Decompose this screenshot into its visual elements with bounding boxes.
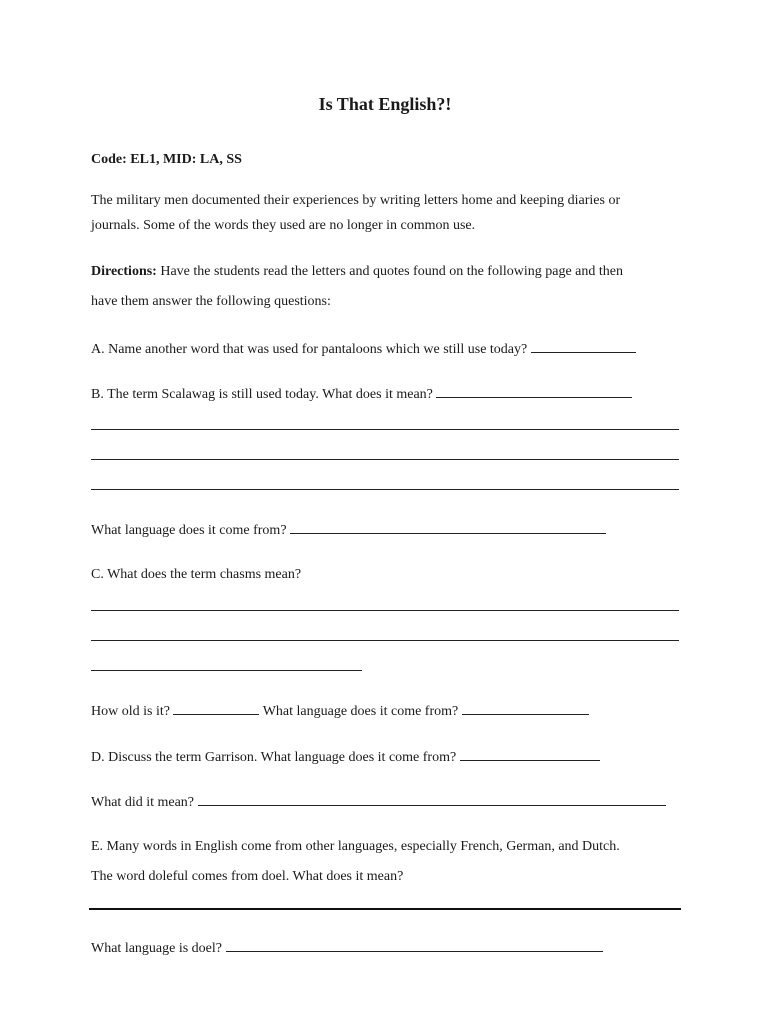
answer-line-c-2[interactable] [91,640,679,641]
question-c-age-language [91,702,589,720]
question-c-language-text: What language does it come from? [259,704,462,719]
question-b [91,385,632,403]
question-e-line-2: The word doleful comes from doel. What does it mean? [91,869,404,884]
question-a-text: A. Name another word that was used for pantaloons which we still use today? [91,342,531,357]
intro-line-1: The military men documented their experiences by writing letters home and keeping diaries or [91,193,621,208]
question-d [91,748,600,766]
question-e-language [91,939,603,957]
directions-text: Have the students read the letters and quotes found on the following page and then [156,264,623,279]
question-e-line-1: E. Many words in English come from other languages, especially French, German, and Dutch. [91,839,620,854]
answer-blank-a[interactable] [531,340,636,353]
answer-blank-c-age[interactable] [173,702,259,715]
answer-blank-b-language[interactable] [290,521,606,534]
page-title: Is That English?! [318,94,452,114]
answer-line-c-1[interactable] [91,610,679,611]
answer-line-c-3[interactable] [91,670,362,671]
answer-line-b-1[interactable] [91,429,679,430]
question-d-meaning-text: What did it mean? [91,795,198,810]
question-a [91,340,636,358]
directions-line-2: have them answer the following questions: [91,294,331,309]
directions-line-1 [91,264,623,280]
question-c: C. What does the term chasms mean? [91,567,302,582]
question-c-how-old-text: How old is it? [91,704,174,719]
answer-blank-d-meaning[interactable] [198,793,666,806]
question-d-text: D. Discuss the term Garrison. What language does it come from? [91,750,460,765]
answer-line-e-meaning[interactable] [89,908,681,910]
directions-label: Directions: [91,264,157,279]
code-line: Code: EL1, MID: LA, SS [91,152,242,167]
question-d-meaning [91,793,666,811]
question-b-language-text: What language does it come from? [91,523,291,538]
question-b-language [91,521,606,539]
answer-blank-b[interactable] [436,385,632,398]
question-e-language-text: What language is doel? [91,941,226,956]
answer-line-b-3[interactable] [91,489,679,490]
answer-line-b-2[interactable] [91,459,679,460]
answer-blank-c-language[interactable] [462,702,589,715]
question-b-text: B. The term Scalawag is still used today. What does it mean? [91,387,437,402]
intro-line-2: journals. Some of the words they used are no longer in common use. [91,218,476,233]
answer-blank-d-language[interactable] [460,748,600,761]
answer-blank-e-language[interactable] [226,939,603,952]
